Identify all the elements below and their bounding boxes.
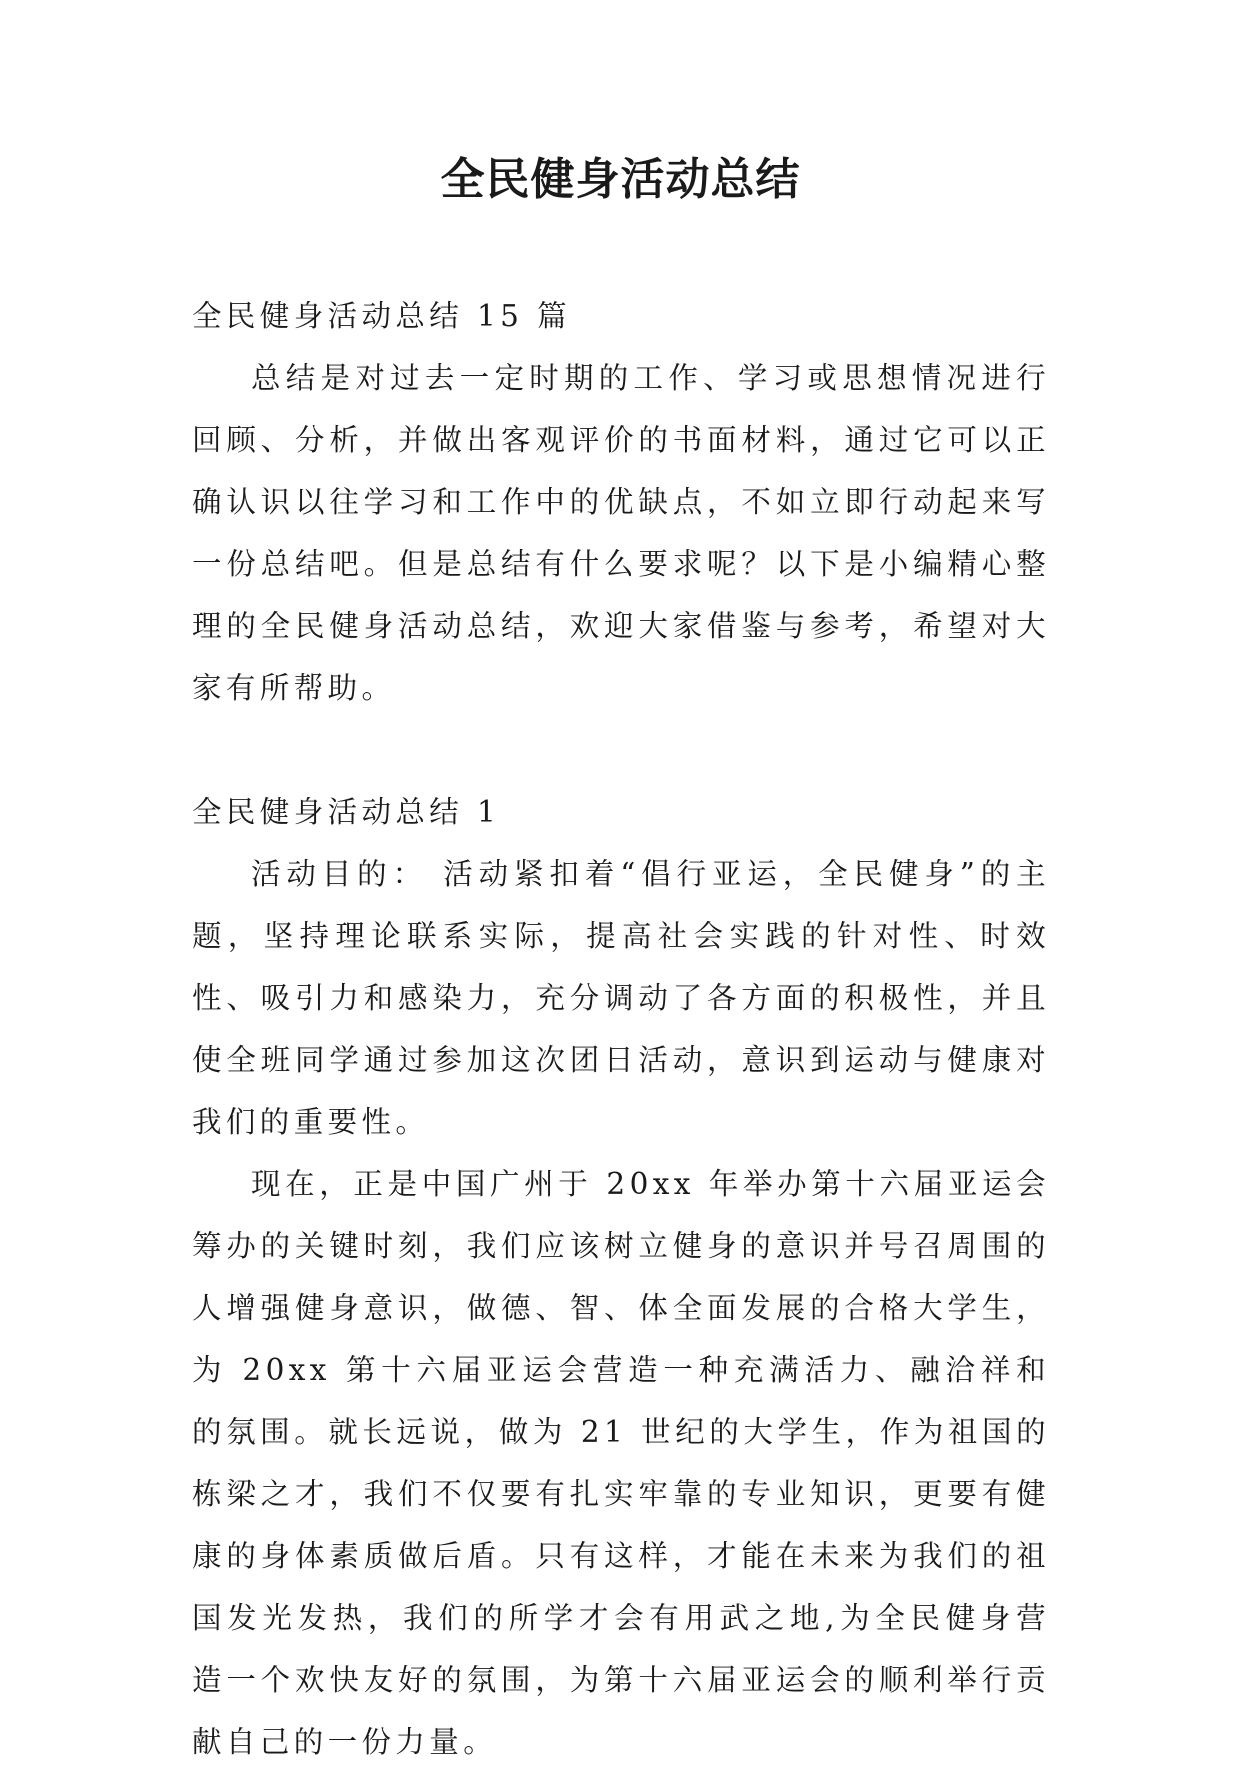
collection-heading: 全民健身活动总结 15 篇 (192, 299, 571, 333)
paragraph-spacer (192, 719, 1050, 781)
body-paragraph-2: 现在，正是中国广州于 20xx 年举办第十六届亚运会筹办的关键时刻，我们应该树立健身的意识并号召周围的人增强健身意识，做德、智、体全面发展的合格大学生，为 20xx 第十六届亚运会营造一种充满活力、融洽祥和的氛围。就长远说，做为 21 世纪的大学生，作为祖国的栋梁之才，我们不仅要有扎实牢靠的专业知识，更要有健康的身体素质做后盾。只有这样，才能在未来为我们的祖国发光发热，我们的所学才会有用武之地,为全民健身营造一个欢快友好的氛围，为第十六届亚运会的顺利举行贡献自己的一份力量。 (192, 1167, 1050, 1759)
body-paragraph-1: 活动目的： 活动紧扣着“倡行亚运，全民健身”的主题，坚持理论联系实际，提高社会实践的针对性、时效性、吸引力和感染力，充分调动了各方面的积极性，并且使全班同学通过参加这次团日活动，意识到运动与健康对我们的重要性。 (192, 857, 1050, 1139)
intro-paragraph: 总结是对过去一定时期的工作、学习或思想情况进行回顾、分析，并做出客观评价的书面材料，通过它可以正确认识以往学习和工作中的优缺点，不如立即行动起来写一份总结吧。但是总结有什么要求呢？以下是小编精心整理的全民健身活动总结，欢迎大家借鉴与参考，希望对大家有所帮助。 (192, 361, 1050, 705)
document-title: 全民健身活动总结 (440, 154, 801, 205)
section-heading: 全民健身活动总结 1 (192, 795, 501, 829)
document-body (192, 285, 1050, 1773)
